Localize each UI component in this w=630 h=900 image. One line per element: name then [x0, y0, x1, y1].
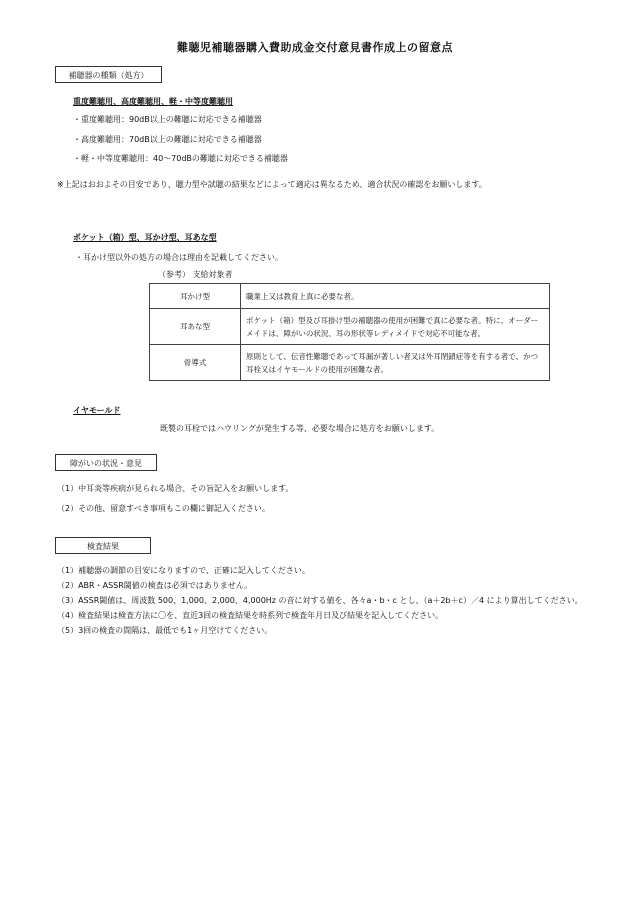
ear-type-note: ・耳かけ型以外の処方の場合は理由を記載してください。	[75, 253, 283, 262]
list-item: （1）補聴器の調節の目安になりますので、正確に記入してください。	[57, 566, 310, 575]
list-item: （3）ASSR閾値は、周波数 500、1,000、2,000、4,000Hz の音に対する値を、各々a・b・c とし、（a＋2b＋c）／4 により算出してください。	[57, 596, 583, 605]
table-cell-desc: 原則として、伝音性難聴であって耳漏が著しい者又は外耳閉鎖症等を有する者で、かつ耳栓又はイヤモールドの使用が困難な者。	[241, 345, 550, 381]
list-item: （1）中耳炎等疾病が見られる場合、その旨記入をお願いします。	[57, 484, 294, 493]
list-item: （2）その他、留意すべき事項もこの欄に御記入ください。	[57, 504, 270, 513]
table-row	[150, 345, 550, 381]
earmold-note: 既製の耳栓ではハウリングが発生する等、必要な場合に処方をお願いします。	[160, 424, 440, 433]
table-cell-type: 耳かけ型	[150, 284, 241, 309]
list-item: （5）3回の検査の間隔は、最低でも1ヶ月空けてください。	[57, 626, 273, 635]
table-cell-desc: ポケット（箱）型及び耳掛け型の補聴器の使用が困難で真に必要な者。特に、オーダーメイドは、障がいの状況、耳の形状等レディメイドで対応不可能な者。	[241, 309, 550, 345]
section-heading-test-results: 検査結果	[55, 537, 151, 554]
reference-label: （参考） 支給対象者	[158, 270, 233, 279]
table-row	[150, 309, 550, 345]
subheading-hearing-level: 重度難聴用、高度難聴用、軽・中等度難聴用	[73, 97, 233, 106]
table-cell-type: 骨導式	[150, 345, 241, 381]
list-item: ・軽・中等度難聴用：40～70dBの難聴に対応できる補聴器	[73, 154, 288, 163]
section-heading-disability-status: 障がいの状況・意見	[55, 454, 157, 471]
subheading-earmold: イヤモールド	[73, 406, 121, 415]
subheading-aid-form: ポケット（箱）型、耳かけ型、耳あな型	[73, 233, 217, 242]
page-title: 難聴児補聴器購入費助成金交付意見書作成上の留意点	[177, 41, 453, 54]
table-cell-type: 耳あな型	[150, 309, 241, 345]
note-text: ※上記はおおよその目安であり、聴力型や試聴の結果などによって適応は異なるため、適合状況の確認をお願いします。	[57, 180, 487, 189]
table-cell-desc: 職業上又は教育上真に必要な者。	[241, 284, 550, 309]
support-target-table	[149, 283, 550, 381]
list-item: （4）検査結果は検査方法に〇を、直近3回の検査結果を時系列で検査年月日及び結果を記入してください。	[57, 611, 444, 620]
list-item: ・高度難聴用：70dB以上の難聴に対応できる補聴器	[73, 135, 262, 144]
list-item: ・重度難聴用：90dB以上の難聴に対応できる補聴器	[73, 115, 262, 124]
section-heading-hearing-aid-type: 補聴器の種類（処方）	[55, 66, 162, 83]
table-row	[150, 284, 550, 309]
list-item: （2）ABR・ASSR閾値の検査は必須ではありません。	[57, 581, 253, 590]
